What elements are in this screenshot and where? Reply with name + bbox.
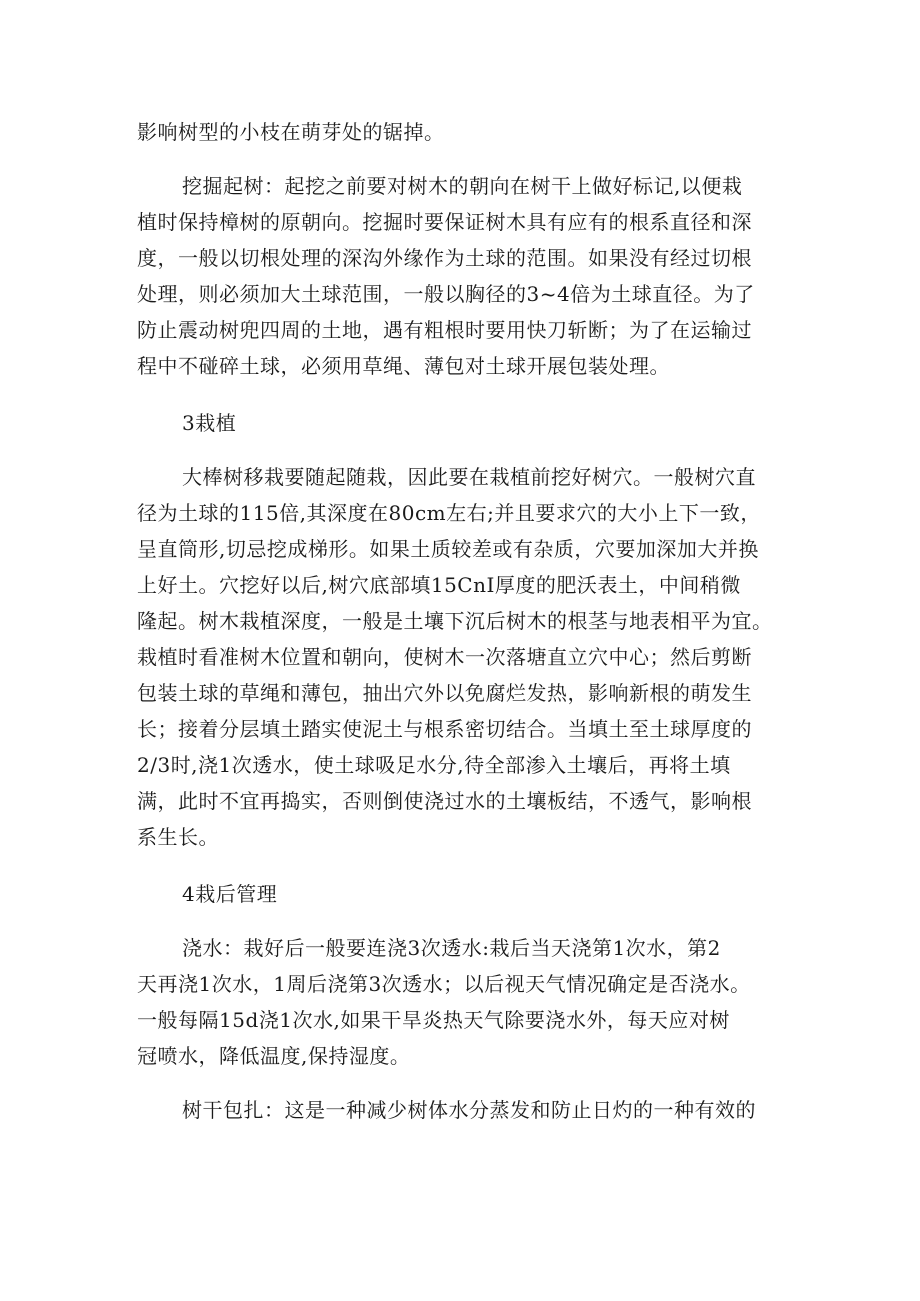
text-line: 长；接着分层填土踏实使泥土与根系密切结合。当填土至土球厚度的 bbox=[137, 717, 752, 741]
text-line: 程中不碰碎土球，必须用草绳、薄包对土球开展包装处理。 bbox=[137, 354, 670, 378]
text-line: 径为土球的115倍,其深度在80cm左右;并且要求穴的大小上下一致， bbox=[137, 501, 761, 525]
text-line: 呈直筒形,切忌挖成梯形。如果土质较差或有杂质，穴要加深加大并换 bbox=[137, 537, 759, 561]
text-line: 一般每隔15d浇1次水,如果干旱炎热天气除要浇水外，每天应对树 bbox=[137, 1008, 730, 1032]
text-line: 浇水：栽好后一般要连浇3次透水:栽后当天浇第1次水，第2 bbox=[182, 936, 721, 960]
text-line: 2/3时,浇1次透水，使土球吸足水分,待全部渗入土壤后，再将土填 bbox=[137, 753, 731, 777]
text-line: 植时保持樟树的原朝向。挖掘时要保证树木具有应有的根系直径和深 bbox=[137, 210, 752, 234]
text-line: 包装土球的草绳和薄包，抽出穴外以免腐烂发热，影响新根的萌发生 bbox=[137, 681, 752, 705]
section-heading: 3栽植 bbox=[182, 411, 237, 435]
text-line: 隆起。树木栽植深度，一般是土壤下沉后树木的根茎与地表相平为宜。 bbox=[137, 609, 773, 633]
text-line: 系生长。 bbox=[137, 825, 219, 849]
text-line: 满，此时不宜再捣实，否则倒使浇过水的土壤板结，不透气，影响根 bbox=[137, 789, 752, 813]
text-line: 上好土。穴挖好以后,树穴底部填15CnI厚度的肥沃表土，中间稍微 bbox=[137, 573, 741, 597]
text-line: 栽植时看准树木位置和朝向，使树木一次落塘直立穴中心；然后剪断 bbox=[137, 645, 752, 669]
text-line: 树干包扎：这是一种减少树体水分蒸发和防止日灼的一种有效的 bbox=[182, 1098, 756, 1122]
text-line: 处理，则必须加大土球范围，一般以胸径的3~4倍为土球直径。为了 bbox=[137, 282, 755, 306]
text-line: 防止震动树兜四周的土地，遇有粗根时要用快刀斩断；为了在运输过 bbox=[137, 318, 752, 342]
text-line: 天再浇1次水，1周后浇第3次透水；以后视天气情况确定是否浇水。 bbox=[137, 972, 751, 996]
text-line: 大棒树移栽要随起随栽，因此要在栽植前挖好树穴。一般树穴直 bbox=[182, 465, 756, 489]
text-line: 度，一般以切根处理的深沟外缘作为土球的范围。如果没有经过切根 bbox=[137, 246, 752, 270]
text-line: 冠喷水，降低温度,保持湿度。 bbox=[137, 1044, 411, 1068]
text-line: 影响树型的小枝在萌芽处的锯掉。 bbox=[137, 120, 445, 144]
section-heading: 4栽后管理 bbox=[182, 882, 278, 906]
text-line: 挖掘起树：起挖之前要对树木的朝向在树干上做好标记,以便栽 bbox=[182, 174, 743, 198]
